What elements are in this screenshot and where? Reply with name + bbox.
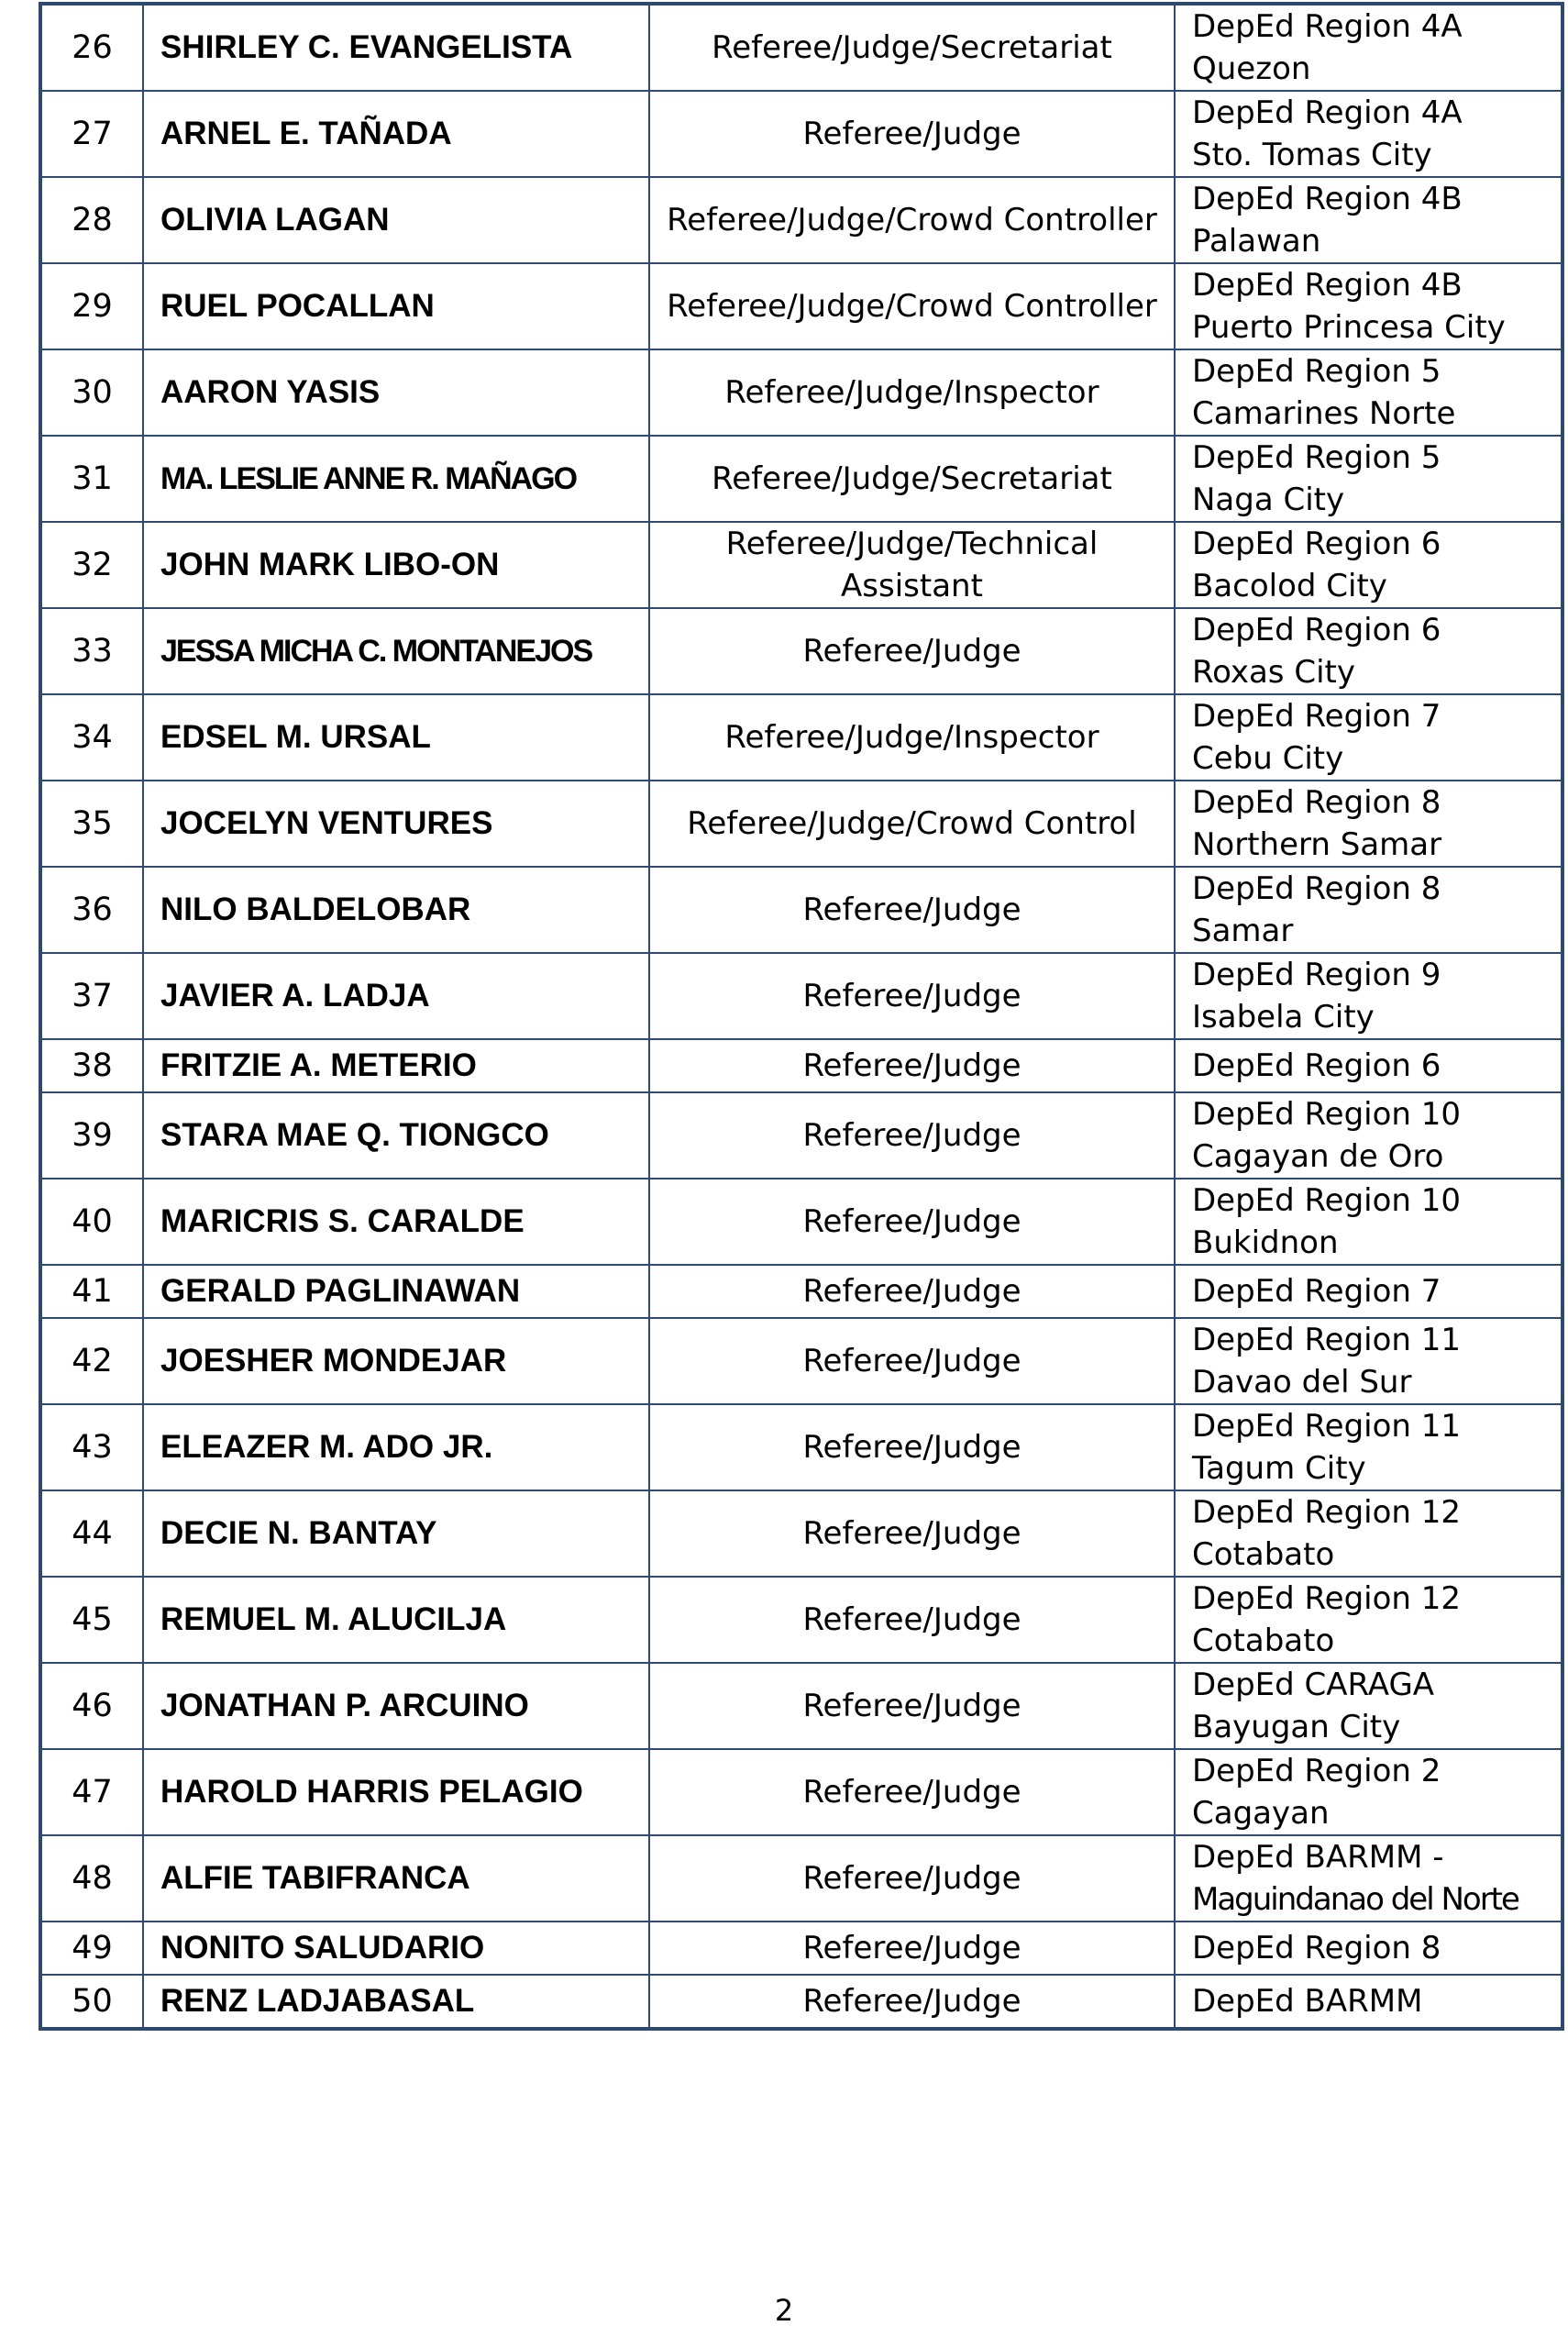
table-row	[40, 867, 1562, 953]
row-number: 41	[40, 1265, 143, 1318]
office-line: DepEd Region 4A	[1192, 8, 1463, 45]
official-role: Referee/Judge	[649, 1039, 1175, 1092]
official-name: GERALD PAGLINAWAN	[143, 1265, 649, 1318]
table-row	[40, 1092, 1562, 1179]
office-line: Quezon	[1192, 50, 1311, 87]
official-role: Referee/Judge	[649, 1404, 1175, 1490]
deped-office	[1175, 1577, 1562, 1663]
office-line: Palawan	[1192, 223, 1321, 260]
office-line: Cagayan de Oro	[1192, 1138, 1444, 1175]
official-name: EDSEL M. URSAL	[143, 694, 649, 781]
office-line: DepEd Region 10	[1192, 1182, 1462, 1219]
official-role: Referee/Judge	[649, 1490, 1175, 1577]
row-number: 29	[40, 263, 143, 349]
office-line: DepEd Region 6	[1192, 526, 1441, 562]
office-line: Cotabato	[1192, 1623, 1335, 1659]
office-line: Sto. Tomas City	[1192, 137, 1432, 173]
official-name: AARON YASIS	[143, 349, 649, 436]
official-name: STARA MAE Q. TIONGCO	[143, 1092, 649, 1179]
office-line: Bukidnon	[1192, 1224, 1339, 1261]
deped-office	[1175, 1318, 1562, 1404]
office-line: DepEd Region 7	[1192, 1273, 1441, 1310]
row-number: 39	[40, 1092, 143, 1179]
deped-office	[1175, 1922, 1562, 1975]
official-role: Referee/Judge	[649, 91, 1175, 177]
office-line: Bayugan City	[1192, 1709, 1401, 1745]
page-number: 2	[774, 2293, 794, 2328]
office-line: DepEd Region 8	[1192, 784, 1441, 821]
official-name: HAROLD HARRIS PELAGIO	[143, 1749, 649, 1835]
office-line: DepEd Region 9	[1192, 957, 1441, 993]
official-role: Referee/Judge	[649, 1318, 1175, 1404]
official-role: Referee/Judge	[649, 1975, 1175, 2029]
table-row	[40, 1179, 1562, 1265]
office-line: DepEd Region 2	[1192, 1753, 1441, 1789]
office-line: DepEd Region 8	[1192, 870, 1441, 907]
row-number: 49	[40, 1922, 143, 1975]
table-row	[40, 522, 1562, 608]
official-role: Referee/Judge/Inspector	[649, 694, 1175, 781]
official-role: Referee/Judge	[649, 1749, 1175, 1835]
official-role: Referee/Judge	[649, 1663, 1175, 1749]
office-line: DepEd Region 11	[1192, 1408, 1462, 1445]
row-number: 33	[40, 608, 143, 694]
official-role: Referee/Judge	[649, 1092, 1175, 1179]
row-number: 34	[40, 694, 143, 781]
office-line: DepEd Region 4A	[1192, 94, 1463, 131]
official-role: Referee/Judge/Technical Assistant	[649, 522, 1175, 608]
office-line: DepEd Region 4B	[1192, 181, 1463, 217]
table-row	[40, 1404, 1562, 1490]
office-line: DepEd Region 6	[1192, 612, 1441, 648]
official-name: MA. LESLIE ANNE R. MAÑAGO	[143, 436, 649, 522]
table-row	[40, 1265, 1562, 1318]
row-number: 36	[40, 867, 143, 953]
table-row	[40, 1749, 1562, 1835]
deped-office	[1175, 1749, 1562, 1835]
table-row	[40, 1975, 1562, 2029]
table-row	[40, 1318, 1562, 1404]
office-line: Bacolod City	[1192, 568, 1387, 604]
official-name: JOHN MARK LIBO-ON	[143, 522, 649, 608]
deped-office	[1175, 694, 1562, 781]
official-name: JAVIER A. LADJA	[143, 953, 649, 1039]
row-number: 27	[40, 91, 143, 177]
office-line: Cebu City	[1192, 740, 1344, 777]
office-line: DepEd BARMM -	[1192, 1839, 1444, 1876]
table-row	[40, 953, 1562, 1039]
deped-office	[1175, 1179, 1562, 1265]
deped-office	[1175, 1039, 1562, 1092]
office-line: DepEd Region 11	[1192, 1322, 1462, 1358]
official-role: Referee/Judge/Crowd Control	[649, 781, 1175, 867]
table-row	[40, 436, 1562, 522]
office-line: DepEd Region 10	[1192, 1096, 1462, 1133]
table-row	[40, 177, 1562, 263]
table-row	[40, 1922, 1562, 1975]
office-line: Maguindanao del Norte	[1192, 1881, 1518, 1918]
deped-office	[1175, 177, 1562, 263]
official-name: JOCELYN VENTURES	[143, 781, 649, 867]
official-role: Referee/Judge	[649, 1265, 1175, 1318]
official-name: ALFIE TABIFRANCA	[143, 1835, 649, 1922]
row-number: 44	[40, 1490, 143, 1577]
row-number: 26	[40, 4, 143, 91]
table-row	[40, 694, 1562, 781]
row-number: 47	[40, 1749, 143, 1835]
office-line: DepEd Region 6	[1192, 1047, 1441, 1084]
official-name: RENZ LADJABASAL	[143, 1975, 649, 2029]
office-line: Tagum City	[1192, 1450, 1366, 1487]
row-number: 42	[40, 1318, 143, 1404]
official-name: JESSA MICHA C. MONTANEJOS	[143, 608, 649, 694]
official-name: SHIRLEY C. EVANGELISTA	[143, 4, 649, 91]
row-number: 43	[40, 1404, 143, 1490]
row-number: 50	[40, 1975, 143, 2029]
table-row	[40, 1490, 1562, 1577]
official-name: DECIE N. BANTAY	[143, 1490, 649, 1577]
official-role: Referee/Judge	[649, 608, 1175, 694]
table-row	[40, 781, 1562, 867]
deped-office	[1175, 608, 1562, 694]
office-line: DepEd Region 5	[1192, 439, 1441, 476]
deped-office	[1175, 263, 1562, 349]
row-number: 32	[40, 522, 143, 608]
official-role: Referee/Judge/Inspector	[649, 349, 1175, 436]
deped-office	[1175, 1975, 1562, 2029]
official-name: FRITZIE A. METERIO	[143, 1039, 649, 1092]
office-line: Roxas City	[1192, 654, 1355, 691]
deped-office	[1175, 953, 1562, 1039]
office-line: DepEd Region 7	[1192, 698, 1441, 735]
official-role: Referee/Judge/Secretariat	[649, 4, 1175, 91]
official-role: Referee/Judge	[649, 1179, 1175, 1265]
deped-office	[1175, 1490, 1562, 1577]
official-role: Referee/Judge	[649, 953, 1175, 1039]
deped-office	[1175, 522, 1562, 608]
row-number: 46	[40, 1663, 143, 1749]
office-line: DepEd Region 4B	[1192, 267, 1463, 304]
row-number: 28	[40, 177, 143, 263]
office-line: Samar	[1192, 913, 1294, 949]
official-role: Referee/Judge	[649, 1577, 1175, 1663]
row-number: 40	[40, 1179, 143, 1265]
official-role: Referee/Judge/Crowd Controller	[649, 263, 1175, 349]
table-row	[40, 1663, 1562, 1749]
table-row	[40, 4, 1562, 91]
office-line: DepEd CARAGA	[1192, 1667, 1435, 1703]
deped-office	[1175, 349, 1562, 436]
official-name: ARNEL E. TAÑADA	[143, 91, 649, 177]
deped-office	[1175, 4, 1562, 91]
deped-office	[1175, 436, 1562, 522]
row-number: 38	[40, 1039, 143, 1092]
table-row	[40, 608, 1562, 694]
deped-office	[1175, 1663, 1562, 1749]
official-role: Referee/Judge/Crowd Controller	[649, 177, 1175, 263]
office-line: DepEd BARMM	[1192, 1983, 1423, 2020]
office-line: DepEd Region 5	[1192, 353, 1441, 390]
office-line: Cagayan	[1192, 1795, 1330, 1832]
row-number: 35	[40, 781, 143, 867]
office-line: Puerto Princesa City	[1192, 309, 1506, 346]
table-row	[40, 263, 1562, 349]
row-number: 30	[40, 349, 143, 436]
official-name: NILO BALDELOBAR	[143, 867, 649, 953]
official-name: NONITO SALUDARIO	[143, 1922, 649, 1975]
official-name: JOESHER MONDEJAR	[143, 1318, 649, 1404]
official-name: REMUEL M. ALUCILJA	[143, 1577, 649, 1663]
table-row	[40, 91, 1562, 177]
row-number: 31	[40, 436, 143, 522]
official-role: Referee/Judge	[649, 1922, 1175, 1975]
official-role: Referee/Judge/Secretariat	[649, 436, 1175, 522]
table-row	[40, 1835, 1562, 1922]
row-number: 37	[40, 953, 143, 1039]
office-line: DepEd Region 8	[1192, 1930, 1441, 1966]
official-role: Referee/Judge	[649, 867, 1175, 953]
office-line: Naga City	[1192, 482, 1345, 518]
deped-office	[1175, 91, 1562, 177]
deped-office	[1175, 781, 1562, 867]
office-line: Isabela City	[1192, 999, 1375, 1036]
deped-office	[1175, 867, 1562, 953]
official-name: MARICRIS S. CARALDE	[143, 1179, 649, 1265]
table-row	[40, 1577, 1562, 1663]
deped-office	[1175, 1092, 1562, 1179]
table-row	[40, 1039, 1562, 1092]
official-role: Referee/Judge	[649, 1835, 1175, 1922]
official-name: RUEL POCALLAN	[143, 263, 649, 349]
official-name: JONATHAN P. ARCUINO	[143, 1663, 649, 1749]
office-line: DepEd Region 12	[1192, 1580, 1462, 1617]
official-name: OLIVIA LAGAN	[143, 177, 649, 263]
deped-office	[1175, 1404, 1562, 1490]
row-number: 48	[40, 1835, 143, 1922]
office-line: DepEd Region 12	[1192, 1494, 1462, 1531]
officials-roster-table	[39, 2, 1564, 2031]
office-line: Davao del Sur	[1192, 1364, 1412, 1401]
roster-body	[40, 4, 1562, 2029]
table-row	[40, 349, 1562, 436]
deped-office	[1175, 1835, 1562, 1922]
office-line: Cotabato	[1192, 1536, 1335, 1573]
deped-office	[1175, 1265, 1562, 1318]
office-line: Northern Samar	[1192, 826, 1442, 863]
office-line: Camarines Norte	[1192, 395, 1456, 432]
official-name: ELEAZER M. ADO JR.	[143, 1404, 649, 1490]
row-number: 45	[40, 1577, 143, 1663]
